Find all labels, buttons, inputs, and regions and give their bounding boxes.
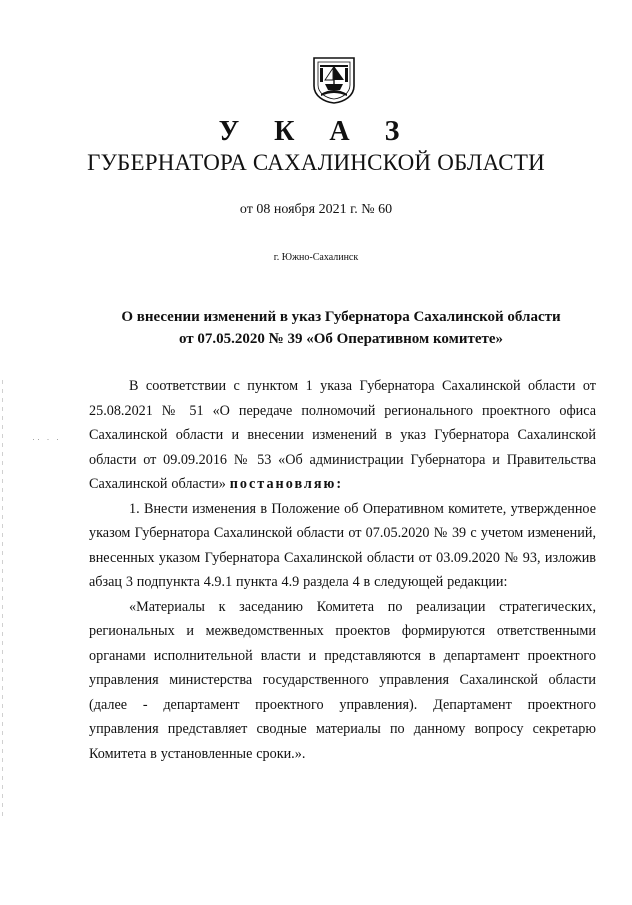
coat-of-arms-icon (312, 56, 356, 104)
scan-edge-artifact (2, 380, 3, 820)
document-body (89, 374, 596, 766)
decree-keyword: постановляю: (229, 476, 344, 492)
paragraph-2: 1. Внести изменения в Положение об Оперативном комитете, утвержденное указом Губернатора Сахалинской области от 07.05.2020 № 39 с учетом изменений, внесенных указом Губернатора Сахалинской области от 03.09.2020 № 93, изложив абзац 3 подпункта 4.9.1 пункта 4.9 раздела 4 в следующей редакции: (89, 500, 596, 590)
subject-line-2: от 07.05.2020 № 39 «Об Оперативном комитете» (178, 331, 504, 347)
subject-line-1: О внесении изменений в указ Губернатора Сахалинской области (121, 309, 561, 325)
date-and-number: от 08 ноября 2021 г. № 60 (239, 202, 393, 217)
paragraph-1 (89, 374, 596, 497)
document-subtitle: ГУБЕРНАТОРА САХАЛИНСКОЙ ОБЛАСТИ (87, 150, 545, 175)
margin-scan-mark: ·· · · (32, 434, 61, 444)
document-title: У К А З (218, 116, 414, 147)
paragraph-1-text: В соответствии с пунктом 1 указа Губернатора Сахалинской области от 25.08.2021 № 51 «О передаче полномочий регионального проектного офиса Сахалинской области и внесении изменений в указ Губернатора Сахалинской области от 09.09.2016 № 53 «Об администрации Губернатора и Правительства Сахалинской области» (89, 378, 596, 492)
subject-heading (86, 306, 596, 350)
city-line: г. Южно-Сахалинск (273, 252, 359, 263)
paragraph-3: «Материалы к заседанию Комитета по реализации стратегических, региональных и межведомственных проектов формируются ответственными органами исполнительной власти и представляются в департамент проектного управления министерства государственного управления Сахалинской области (далее - департамент проектного управления). Департамент проектного управления представляет сводные материалы по данному вопросу секретарю Комитета в установленные сроки.». (89, 598, 596, 762)
